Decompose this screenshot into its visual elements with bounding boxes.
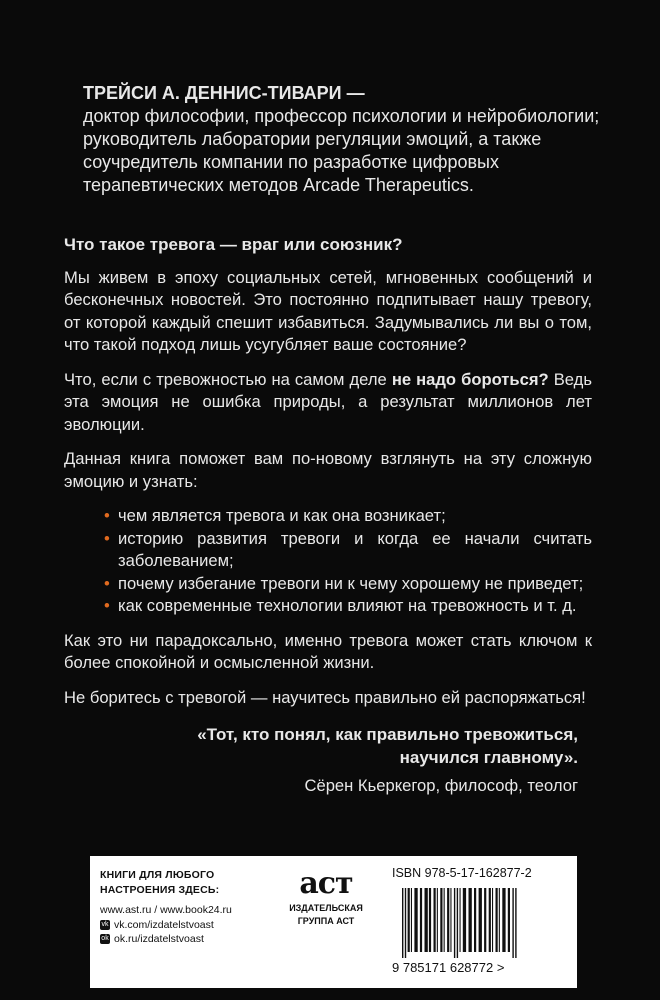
barcode-bar bbox=[512, 888, 513, 958]
promo-line-1: КНИГИ ДЛЯ ЛЮБОГО bbox=[100, 869, 215, 881]
barcode-digits: 9 785171 628772 > bbox=[392, 960, 505, 975]
author-bio: доктор философии, профессор психологии и нейробиологии; руководитель лаборатории регуляции эмоций, а также соучредитель компании по разработке цифровых терапевтических методов Arcade Therapeutics. bbox=[83, 106, 600, 195]
publisher-footer bbox=[90, 856, 577, 988]
paragraph-2-emphasis: не надо бороться? bbox=[391, 369, 549, 389]
barcode-bar bbox=[515, 888, 516, 958]
list-item bbox=[104, 505, 592, 528]
paragraph-2-end: Ведь эта эмоция не ошибка природы, а результат миллионов лет эволюции. bbox=[64, 369, 592, 434]
barcode-bar bbox=[454, 888, 455, 958]
barcode-bar bbox=[444, 888, 445, 952]
quote-line-1: «Тот, кто понял, как правильно тревожиться, bbox=[197, 725, 578, 744]
barcode-bar bbox=[489, 888, 491, 952]
paragraph-3: Данная книга поможет вам по-новому взглянуть на эту сложную эмоцию и узнать: bbox=[64, 449, 592, 491]
ok-link[interactable] bbox=[100, 932, 270, 947]
author-name: ТРЕЙСИ А. ДЕННИС-ТИВАРИ — bbox=[83, 83, 365, 103]
promo-line-2: НАСТРОЕНИЯ ЗДЕСЬ: bbox=[100, 883, 220, 896]
ast-logo bbox=[280, 866, 372, 927]
barcode-bar bbox=[405, 888, 406, 958]
barcode-bar bbox=[457, 888, 458, 958]
bullet-icon: • bbox=[104, 596, 110, 615]
barcode-bar bbox=[460, 888, 461, 952]
list-item-text: как современные технологии влияют на тревожность и т. д. bbox=[118, 596, 577, 615]
barcode bbox=[390, 886, 568, 976]
barcode-bar bbox=[402, 888, 403, 958]
barcode-bar bbox=[492, 888, 493, 952]
logo-caption-line-1: ИЗДАТЕЛЬСКАЯ bbox=[289, 903, 363, 913]
barcode-bar bbox=[429, 888, 431, 952]
barcode-bar bbox=[479, 888, 482, 952]
barcode-bar bbox=[408, 888, 410, 952]
logo-caption-line-2: ГРУППА АСТ bbox=[297, 916, 355, 926]
quote-attribution: Сёрен Кьеркегор, философ, теолог bbox=[304, 776, 578, 795]
paragraph-2 bbox=[64, 369, 592, 437]
publisher-contacts bbox=[100, 868, 270, 947]
paragraph-5: Не боритесь с тревогой — научитесь правильно ей распоряжаться! bbox=[64, 687, 586, 707]
bullet-icon: • bbox=[104, 506, 110, 525]
ok-icon: ok bbox=[101, 935, 109, 943]
website-links[interactable]: www.ast.ru / www.book24.ru bbox=[100, 904, 232, 916]
barcode-bars bbox=[402, 888, 517, 958]
barcode-bar bbox=[425, 888, 428, 952]
barcode-bar bbox=[502, 888, 505, 952]
vk-link[interactable] bbox=[100, 918, 270, 933]
paragraph-4: Как это ни парадоксально, именно тревога может стать ключом к более спокойной и осмысленной жизни. bbox=[64, 630, 592, 672]
quote bbox=[64, 723, 592, 769]
paragraph-2-start: Что, если с тревожностью на самом деле bbox=[64, 369, 392, 389]
barcode-bar bbox=[469, 888, 472, 952]
ok-link-text: ok.ru/izdatelstvoast bbox=[114, 933, 204, 945]
barcode-bar bbox=[440, 888, 442, 952]
barcode-bar bbox=[411, 888, 412, 952]
quote-line-2: научился главному». bbox=[399, 748, 578, 767]
barcode-bar bbox=[437, 888, 438, 952]
author-block bbox=[83, 82, 603, 197]
ast-logo-mark: аст bbox=[299, 866, 353, 901]
bullet-icon: • bbox=[104, 573, 110, 593]
list-item-text: почему избегание тревоги ни к чему хорошему не приведет; bbox=[118, 573, 584, 593]
bullet-list bbox=[64, 505, 592, 618]
barcode-bar bbox=[474, 888, 476, 952]
barcode-bar bbox=[484, 888, 486, 952]
barcode-bar bbox=[508, 888, 510, 952]
list-item-text: историю развития тревоги и когда ее начали считать заболеванием; bbox=[118, 528, 592, 570]
barcode-bar bbox=[496, 888, 498, 952]
list-item bbox=[104, 528, 592, 573]
barcode-bar bbox=[434, 888, 436, 952]
annotation-block bbox=[64, 234, 592, 798]
paragraph-1: Мы живем в эпоху социальных сетей, мгновенных сообщений и бесконечных новостей. Это постоянно подпитывает нашу тревогу, от которой каждый спешит избавиться. Задумывались ли вы о том, что такой подход лишь усугубляет ваше состояние? bbox=[64, 267, 592, 354]
barcode-bar bbox=[414, 888, 417, 952]
barcode-bar bbox=[450, 888, 451, 952]
list-item bbox=[104, 595, 592, 618]
barcode-bar bbox=[447, 888, 449, 952]
isbn-text: ISBN 978-5-17-162877-2 bbox=[392, 866, 532, 880]
barcode-bar bbox=[499, 888, 500, 952]
bullet-icon: • bbox=[104, 528, 110, 548]
vk-icon: vk bbox=[101, 920, 109, 928]
vk-link-text: vk.com/izdatelstvoast bbox=[114, 918, 214, 931]
barcode-bar bbox=[420, 888, 422, 952]
barcode-bar bbox=[463, 888, 466, 952]
list-item bbox=[104, 573, 592, 596]
annotation-heading: Что такое тревога — враг или союзник? bbox=[64, 235, 403, 254]
list-item-text: чем является тревога и как она возникает; bbox=[118, 506, 446, 525]
